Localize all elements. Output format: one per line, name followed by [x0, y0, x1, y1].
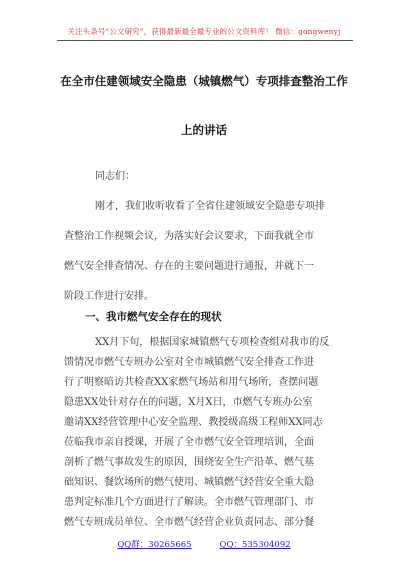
body-line: 行了明察暗访共检查XX家燃气场站和用气场所，查摆问题	[64, 377, 319, 388]
footer-qq-group[interactable]: QQ群：30265665	[117, 540, 192, 550]
body-line: 莅临我市亲自授课，开展了全市燃气安全管理培训，全面	[64, 437, 314, 448]
body-line: 剖析了燃气事故发生的原因，围绕安全生产沿革、燃气基	[64, 457, 314, 468]
section-heading: 一、我市燃气安全存在的现状	[85, 311, 222, 323]
body-line: XX月下旬，根据国家城镇燃气专项检查组对我市的反	[95, 337, 330, 348]
body-line: 阶段工作进行安排。	[64, 291, 154, 302]
header-divider	[57, 40, 353, 41]
body-line: 燃气专班成员单位、全市燃气经营企业负责同志、部分餐	[64, 517, 314, 528]
body-line: 础知识、餐饮场所的燃气使用、城镇燃气经营安全重大隐	[64, 477, 314, 488]
footer-qq[interactable]: QQ：535304092	[219, 540, 291, 550]
body-line: 刚才，我们收听收看了全省住建领域安全隐患专项排	[95, 201, 325, 212]
body-line: 查整治工作视频会议，为落实好会议要求，下面我就全市	[64, 231, 314, 242]
document-title-line-1: 在全市住建领域安全隐患（城镇燃气）专项排查整治工作	[60, 74, 348, 88]
footer-contact	[0, 538, 408, 550]
body-line: 患判定标准几个方面进行了解读。全市燃气管理部门、市	[64, 497, 314, 508]
body-line: 隐患XX处针对存在的问题，X月X日，市燃气专班办公室	[64, 397, 313, 408]
body-line: 馈情况市燃气专班办公室对全市城镇燃气安全排查工作进	[64, 357, 314, 368]
document-title-line-2: 上的讲话	[181, 123, 227, 137]
salutation: 同志们：	[95, 171, 135, 182]
body-line: 燃气安全排查情况、存在的主要问题进行通报，并就下一	[64, 261, 314, 272]
body-line: 邀请XX经营管理中心安全监理、教授级高级工程师XX同志	[64, 417, 323, 428]
header-banner-text: 关注头条号“公文研究”，获得最新最全最专业的公文资料库！ 微信：gongwenyj	[67, 27, 341, 36]
